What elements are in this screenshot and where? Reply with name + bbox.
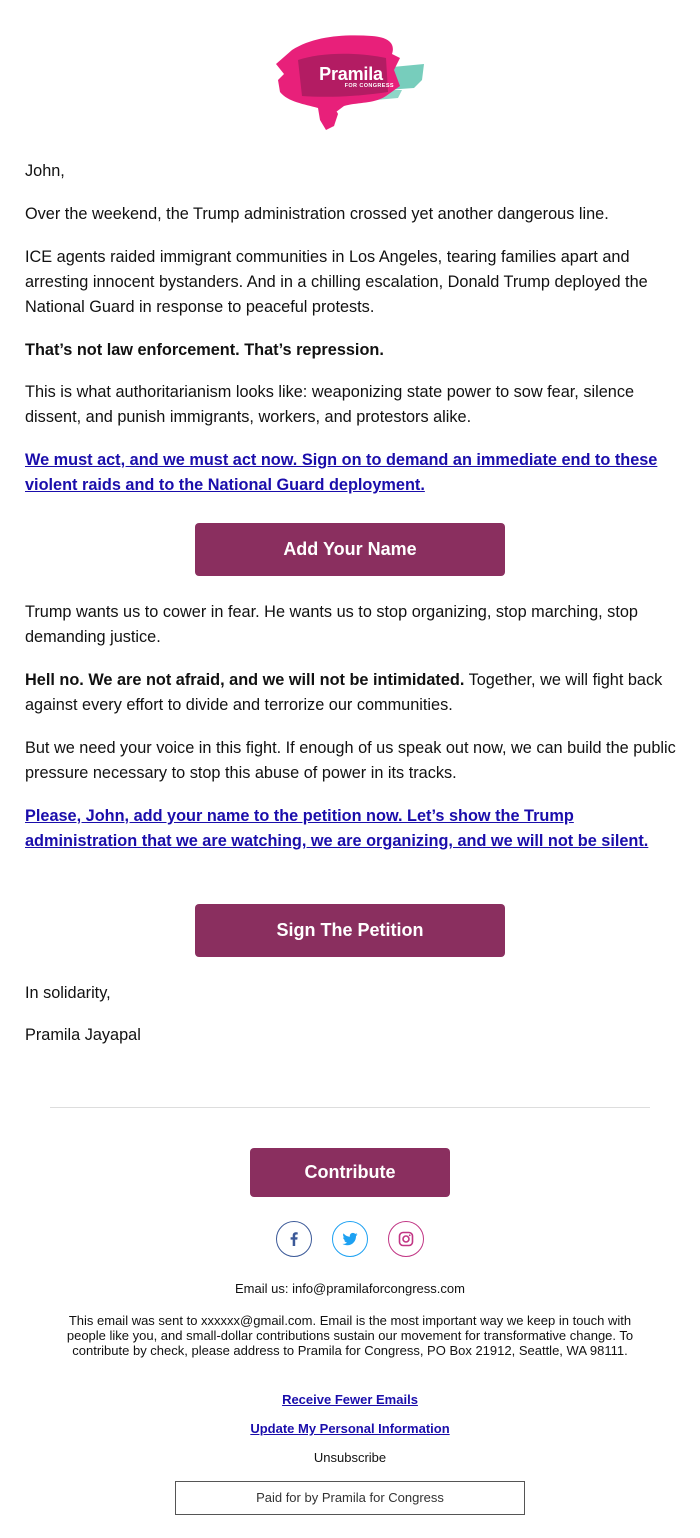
- paragraph-6: [25, 668, 680, 718]
- footer-fewer-emails: [50, 1392, 650, 1407]
- signature: Pramila Jayapal: [25, 1026, 141, 1044]
- closing: In solidarity,: [25, 984, 111, 1002]
- paragraph-6-bold: Hell no. We are not afraid, and we will not be intimidated.: [25, 671, 465, 689]
- twitter-icon[interactable]: [332, 1221, 368, 1257]
- greeting: John,: [25, 162, 65, 180]
- instagram-icon[interactable]: [388, 1221, 424, 1257]
- paragraph-5: Trump wants us to cower in fear. He wants us to stop organizing, stop marching, stop demanding justice.: [25, 603, 638, 646]
- update-personal-information-link[interactable]: Update My Personal Information: [250, 1421, 450, 1436]
- facebook-icon[interactable]: [276, 1221, 312, 1257]
- pramila-logo[interactable]: [274, 30, 426, 132]
- instagram-glyph: [396, 1229, 416, 1249]
- petition-link-2[interactable]: Please, John, add your name to the petition now. Let’s show the Trump administration that we are watching, we are organizing, and we will not be silent.: [25, 807, 649, 850]
- paragraph-7: But we need your voice in this fight. If enough of us speak out now, we can build the public pressure necessary to stop this abuse of power in its tracks.: [25, 739, 676, 782]
- paragraph-4: This is what authoritarianism looks like: weaponizing state power to sow fear, silence dissent, and punish immigrants, workers, and protestors alike.: [25, 383, 635, 426]
- footer-divider: [50, 1107, 650, 1108]
- add-your-name-button[interactable]: Add Your Name: [195, 523, 505, 576]
- footer-update-info: [50, 1421, 650, 1436]
- paragraph-6-rest: Together, we will fight back against every effort to divide and terrorize our communities.: [25, 671, 663, 714]
- twitter-glyph: [340, 1229, 360, 1249]
- header: [0, 0, 700, 142]
- paragraph-3-bold: That’s not law enforcement. That’s repression.: [25, 341, 384, 359]
- footer-notice: This email was sent to xxxxxx@gmail.com. Email is the most important way we keep in touch with people like you, and small-dollar contributions sustain our movement for transformative change. To contribute by check, please address to Pramila for Congress, PO Box 21912, Seattle, WA 98111.: [66, 1313, 634, 1358]
- petition-link-1[interactable]: We must act, and we must act now. Sign on to demand an immediate end to these violent raids and to the National Guard deployment.: [25, 451, 658, 494]
- facebook-glyph: [284, 1229, 304, 1249]
- footer-email: Email us: info@pramilaforcongress.com: [235, 1281, 465, 1296]
- receive-fewer-emails-link[interactable]: Receive Fewer Emails: [282, 1392, 418, 1407]
- logo-name: Pramila: [319, 64, 383, 84]
- footer-unsubscribe: [50, 1450, 650, 1465]
- paragraph-2: ICE agents raided immigrant communities in Los Angeles, tearing families apart and arresting innocent bystanders. And in a chilling escalation, Donald Trump deployed the National Guard in response to peaceful protests.: [25, 248, 648, 316]
- sign-the-petition-button[interactable]: Sign The Petition: [195, 904, 505, 957]
- paragraph-1: Over the weekend, the Trump administration crossed yet another dangerous line.: [25, 205, 609, 223]
- logo-subtitle: FOR CONGRESS: [344, 83, 394, 89]
- paid-for-disclaimer: Paid for by Pramila for Congress: [175, 1481, 525, 1515]
- contribute-button[interactable]: Contribute: [250, 1148, 450, 1197]
- unsubscribe-link[interactable]: Unsubscribe: [313, 1450, 387, 1465]
